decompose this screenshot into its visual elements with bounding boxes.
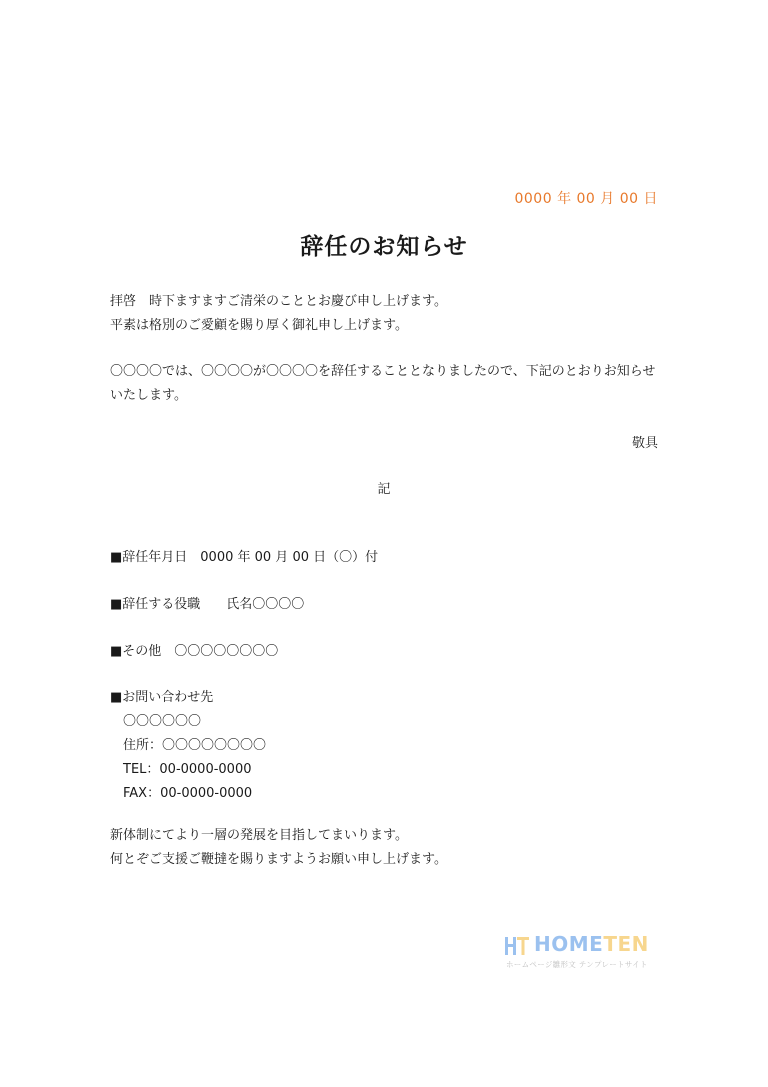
final-paragraph: [110, 824, 660, 872]
contact-name: 〇〇〇〇〇〇: [123, 714, 202, 729]
closing-keigu: 敬具: [631, 436, 658, 451]
greeting-paragraph: [110, 290, 660, 338]
contact-section: [110, 686, 266, 806]
contact-heading: ■お問い合わせ先: [110, 690, 214, 705]
item-resign-date: ■辞任年月日 0000 年 00 月 00 日（〇）付: [110, 550, 379, 565]
wordmark-ten: TEN: [603, 932, 649, 956]
contact-address: 住所：〇〇〇〇〇〇〇〇: [123, 738, 267, 753]
final-line-2: 何とぞご支援ご鞭撻を賜りますようお願い申し上げます。: [110, 852, 447, 867]
hometen-logo-icon: [504, 934, 530, 956]
greeting-line-2: 平素は格別のご愛顧を賜り厚く御礼申し上げます。: [110, 318, 408, 333]
document-title: 辞任のお知らせ: [300, 233, 468, 260]
hometen-wordmark: [534, 932, 649, 956]
greeting-line-1: 拝啓 時下ますますご清栄のこととお慶び申し上げます。: [110, 294, 447, 309]
hometen-watermark: [504, 932, 654, 972]
announcement-text: 〇〇〇〇では、〇〇〇〇が〇〇〇〇を辞任することとなりましたので、下記のとおりお知らせいたします。: [110, 364, 656, 403]
contact-tel: TEL：00-0000-0000: [123, 762, 252, 777]
ki-heading: 記: [377, 482, 391, 497]
final-line-1: 新体制にてより一層の発展を目指してまいります。: [110, 828, 408, 843]
contact-fax: FAX：00-0000-0000: [123, 786, 253, 801]
announcement-paragraph: [110, 360, 660, 408]
hometen-subtitle: ホームページ雛形文 テンプレートサイト: [506, 960, 648, 969]
document-date: 0000 年 00 月 00 日: [514, 191, 658, 207]
item-other: ■その他 〇〇〇〇〇〇〇〇: [110, 644, 279, 659]
wordmark-home: HOME: [534, 932, 604, 956]
item-position: ■辞任する役職 氏名〇〇〇〇: [110, 597, 305, 612]
